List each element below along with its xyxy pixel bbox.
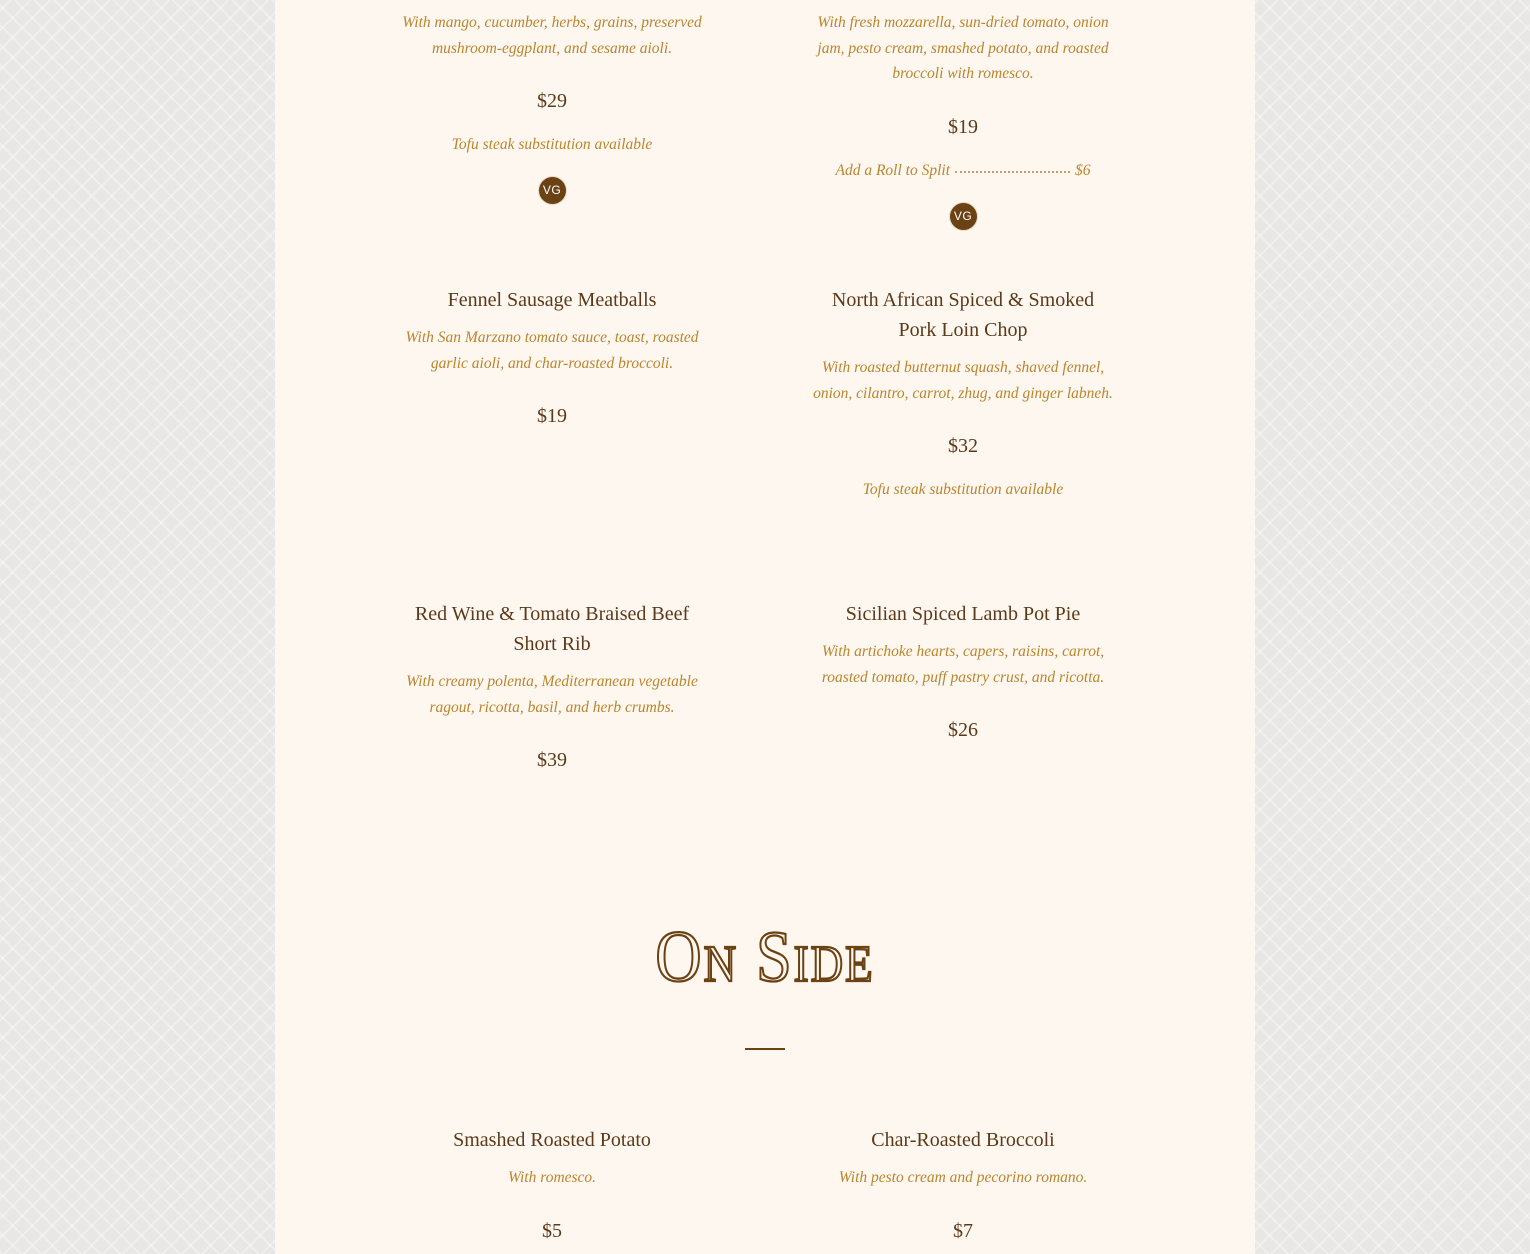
item-description: With roasted butternut squash, shaved fennel, onion, cilantro, carrot, zhug, and ginger labneh. bbox=[813, 359, 1113, 402]
item-price: $19 bbox=[537, 405, 567, 427]
item-price: $5 bbox=[542, 1219, 562, 1242]
addon-price: $6 bbox=[1075, 161, 1091, 179]
item-title: Sicilian Spiced Lamb Pot Pie bbox=[845, 603, 1081, 625]
menu-item bbox=[402, 10, 702, 204]
menu-item bbox=[813, 285, 1113, 500]
item-description: With San Marzano tomato sauce, toast, roasted garlic aioli, and char-roasted broccoli. bbox=[405, 329, 699, 372]
menu-item bbox=[813, 1125, 1113, 1243]
item-note: Tofu steak substitution available bbox=[862, 481, 1064, 498]
section-heading: On Side bbox=[655, 915, 875, 998]
item-description: With fresh mozzarella, sun-dried tomato, onion jam, pesto cream, smashed potato, and roasted broccoli with romesco. bbox=[817, 14, 1109, 82]
menu-item bbox=[402, 1125, 702, 1243]
item-description: With creamy polenta, Mediterranean vegetable ragout, ricotta, basil, and herb crumbs. bbox=[406, 673, 698, 716]
menu-item bbox=[813, 599, 1113, 742]
item-description: With mango, cucumber, herbs, grains, preserved mushroom-eggplant, and sesame aioli. bbox=[402, 14, 702, 57]
addon-line bbox=[813, 161, 1113, 181]
item-description: With romesco. bbox=[507, 1169, 597, 1186]
item-price: $26 bbox=[948, 719, 978, 741]
item-note: Tofu steak substitution available bbox=[451, 136, 653, 153]
item-title: Char-Roasted Broccoli bbox=[871, 1129, 1055, 1151]
vegan-badge-icon: VG bbox=[950, 203, 977, 230]
item-price: $29 bbox=[537, 90, 567, 112]
item-description: With artichoke hearts, capers, raisins, carrot, roasted tomato, puff pastry crust, and ricotta. bbox=[821, 643, 1105, 686]
item-price: $19 bbox=[948, 115, 978, 138]
menu-item bbox=[813, 10, 1113, 230]
item-title: Red Wine & Tomato Braised Beef Short Rib bbox=[414, 603, 690, 655]
vegan-badge-icon: VG bbox=[539, 177, 566, 204]
item-title: Smashed Roasted Potato bbox=[453, 1129, 651, 1151]
item-price: $7 bbox=[953, 1219, 973, 1242]
item-price: $39 bbox=[537, 749, 567, 771]
menu-item bbox=[402, 599, 702, 772]
divider bbox=[745, 1048, 785, 1050]
dot-leader bbox=[955, 171, 1070, 173]
item-title: Fennel Sausage Meatballs bbox=[447, 289, 657, 311]
addon-label: Add a Roll to Split bbox=[835, 161, 951, 179]
item-description: With pesto cream and pecorino romano. bbox=[838, 1169, 1088, 1186]
menu-item bbox=[402, 285, 702, 428]
menu-panel bbox=[275, 0, 1255, 1254]
item-price: $32 bbox=[948, 435, 978, 457]
item-title: North African Spiced & Smoked Pork Loin Chop bbox=[831, 289, 1095, 341]
